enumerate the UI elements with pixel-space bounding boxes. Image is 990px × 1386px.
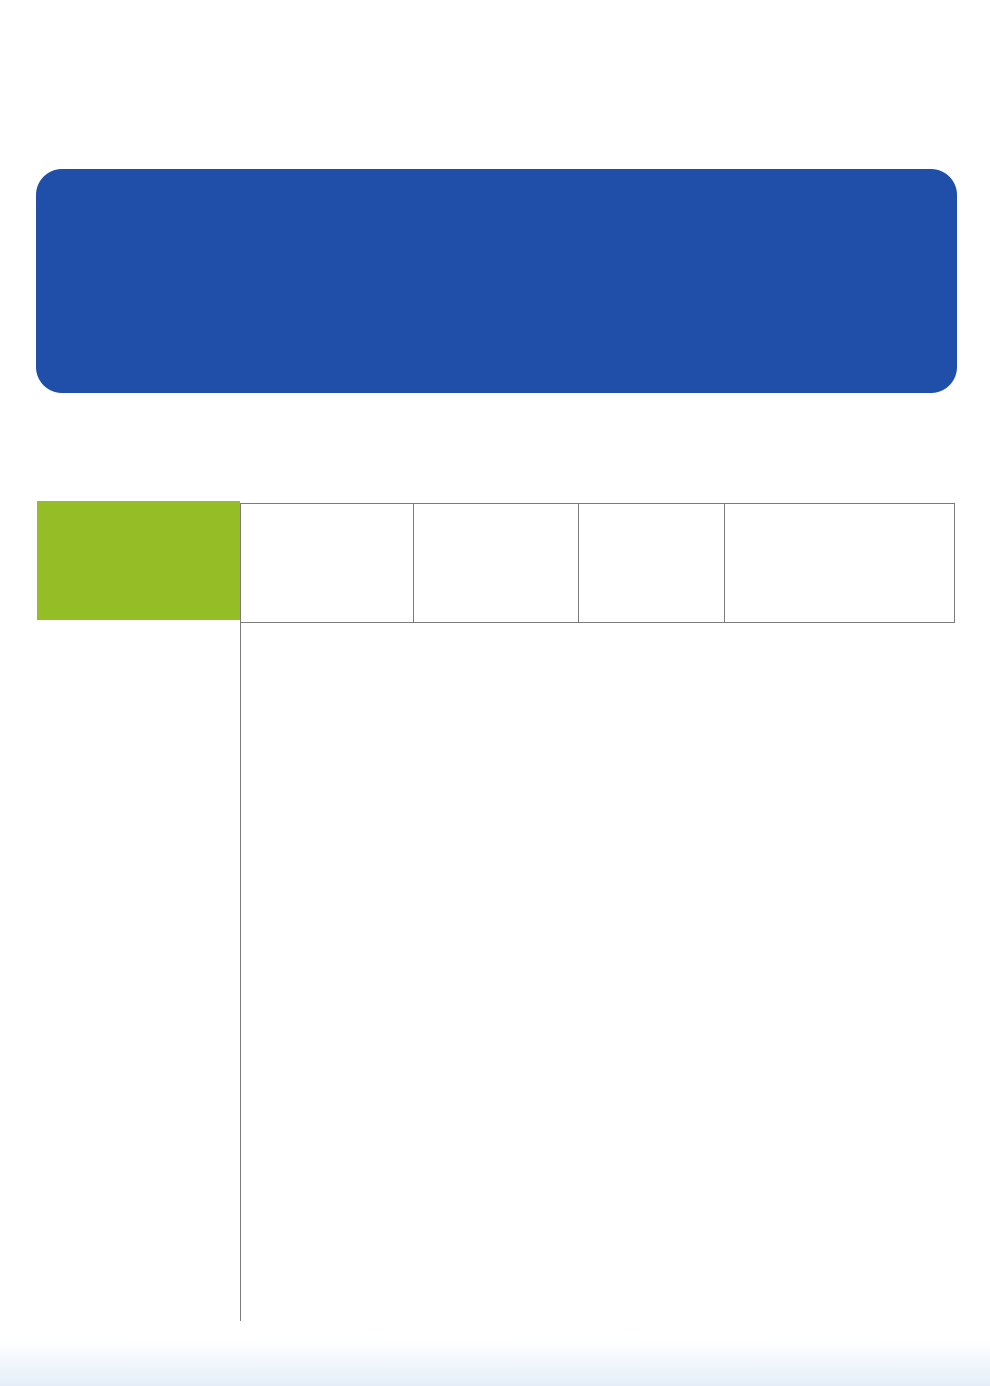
header-time <box>579 503 725 623</box>
bottom-wave-decoration <box>0 1340 990 1386</box>
intro-box <box>36 169 957 393</box>
header-method <box>725 503 955 623</box>
header-concentration <box>414 503 579 623</box>
intro-line-1 <box>74 203 919 255</box>
intro-line-3 <box>74 307 919 359</box>
intro-line-2 <box>74 255 919 307</box>
table-grid-frame <box>240 503 955 1321</box>
header-object <box>37 501 240 622</box>
header-water <box>240 503 414 623</box>
